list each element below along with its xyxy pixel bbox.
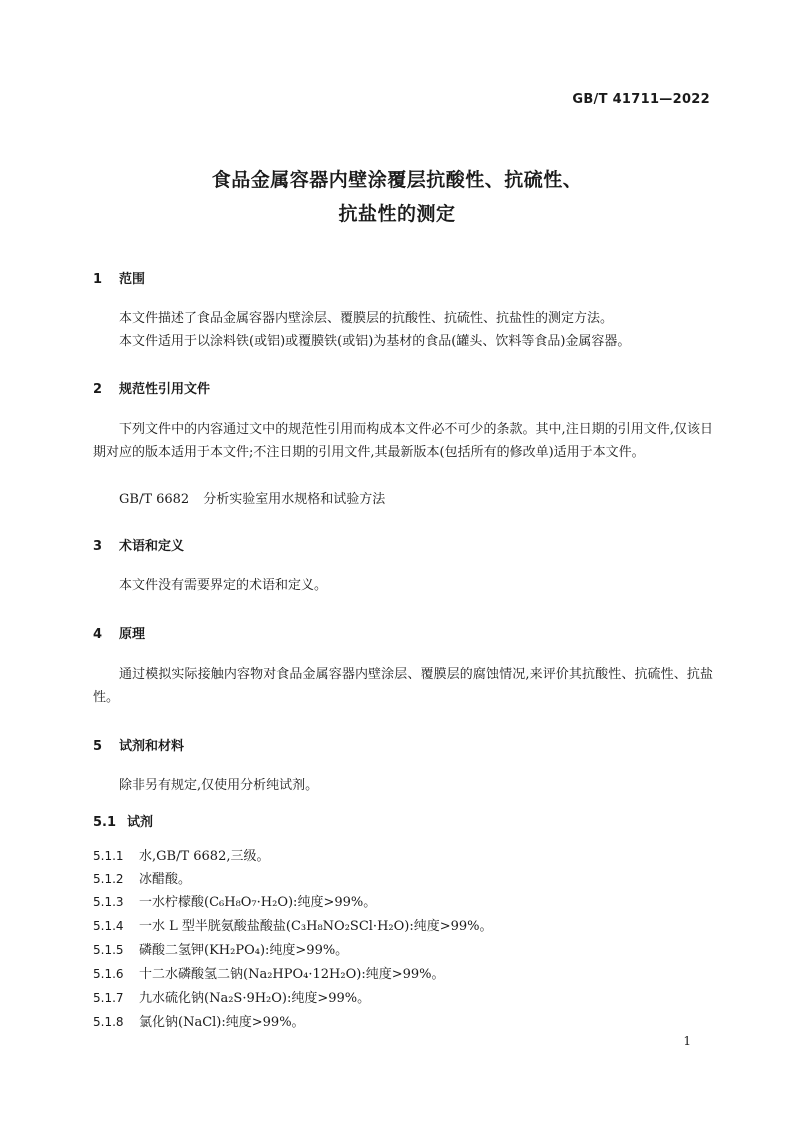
- subsection-number: 5.1: [93, 815, 117, 830]
- reference-title: 分析实验室用水规格和试验方法: [203, 492, 386, 507]
- reagent-text: 一水 L 型半胱氨酸盐酸盐(C₃H₈NO₂SCl·H₂O):纯度>99%。: [139, 919, 493, 934]
- principle-paragraph: 通过模拟实际接触内容物对食品金属容器内壁涂层、覆膜层的腐蚀情况,来评价其抗酸性、抗硫性、抗盐性。: [93, 667, 713, 705]
- reagent-number: 5.1.7: [93, 991, 124, 1005]
- reagent-text: 氯化钠(NaCl):纯度>99%。: [139, 1015, 305, 1030]
- reference-entry: [119, 488, 385, 507]
- reference-code: GB/T 6682: [119, 492, 190, 507]
- reagent-text: 九水硫化钠(Na₂S·9H₂O):纯度>99%。: [139, 991, 371, 1006]
- reagent-item: [93, 939, 348, 958]
- reagent-item: [93, 868, 191, 887]
- section-number: 4: [93, 627, 103, 642]
- section-number: 5: [93, 739, 103, 754]
- scope-paragraph-1: 本文件描述了食品金属容器内壁涂层、覆膜层的抗酸性、抗硫性、抗盐性的测定方法。: [119, 311, 614, 326]
- document-title-line2: 抗盐性的测定: [338, 203, 456, 225]
- reagent-number: 5.1.2: [93, 872, 124, 886]
- terms-paragraph: 本文件没有需要界定的术语和定义。: [119, 578, 328, 593]
- reagent-item: [93, 845, 269, 864]
- reagent-number: 5.1.6: [93, 967, 124, 981]
- section-number: 1: [93, 272, 103, 287]
- reagent-text: 冰醋酸。: [139, 872, 192, 887]
- section-heading-normative-references: [93, 378, 210, 397]
- subsection-title: 试剂: [127, 815, 154, 830]
- section-heading-scope: [93, 268, 145, 287]
- document-title-line1: 食品金属容器内壁涂覆层抗酸性、抗硫性、: [211, 169, 583, 191]
- section-title: 术语和定义: [119, 539, 185, 554]
- standard-code: GB/T 41711—2022: [572, 92, 710, 107]
- page-number: 1: [683, 1034, 691, 1048]
- references-paragraph: 下列文件中的内容通过文中的规范性引用而构成本文件必不可少的条款。其中,注日期的引用文件,仅该日期对应的版本适用于本文件;不注日期的引用文件,其最新版本(包括所有的修改单)适用于本文件。: [93, 422, 713, 460]
- section-heading-reagents-materials: [93, 735, 184, 754]
- section-heading-terms: [93, 535, 184, 554]
- scope-paragraph-2: 本文件适用于以涂料铁(或铝)或覆膜铁(或铝)为基材的食品(罐头、饮料等食品)金属容器。: [119, 334, 631, 349]
- subsection-heading-reagents: [93, 811, 153, 830]
- section-number: 3: [93, 539, 103, 554]
- section-number: 2: [93, 382, 103, 397]
- reagent-number: 5.1.4: [93, 919, 124, 933]
- reagent-text: 水,GB/T 6682,三级。: [139, 849, 270, 864]
- reagent-number: 5.1.8: [93, 1015, 124, 1029]
- section-title: 试剂和材料: [119, 739, 185, 754]
- reagent-number: 5.1.5: [93, 943, 124, 957]
- reagent-text: 一水柠檬酸(C₆H₈O₇·H₂O):纯度>99%。: [139, 895, 377, 910]
- reagent-number: 5.1.3: [93, 895, 124, 909]
- reagent-item: [93, 1011, 305, 1030]
- section-title: 规范性引用文件: [119, 382, 211, 397]
- reagent-text: 十二水磷酸氢二钠(Na₂HPO₄·12H₂O):纯度>99%。: [139, 967, 445, 982]
- reagent-item: [93, 915, 493, 934]
- section-heading-principle: [93, 623, 145, 642]
- reagent-item: [93, 891, 376, 910]
- section-title: 范围: [119, 272, 146, 287]
- reagent-text: 磷酸二氢钾(KH₂PO₄):纯度>99%。: [139, 943, 349, 958]
- reagent-number: 5.1.1: [93, 849, 124, 863]
- reagents-intro-paragraph: 除非另有规定,仅使用分析纯试剂。: [119, 778, 319, 793]
- reagent-item: [93, 963, 444, 982]
- reagent-item: [93, 987, 370, 1006]
- section-title: 原理: [119, 627, 146, 642]
